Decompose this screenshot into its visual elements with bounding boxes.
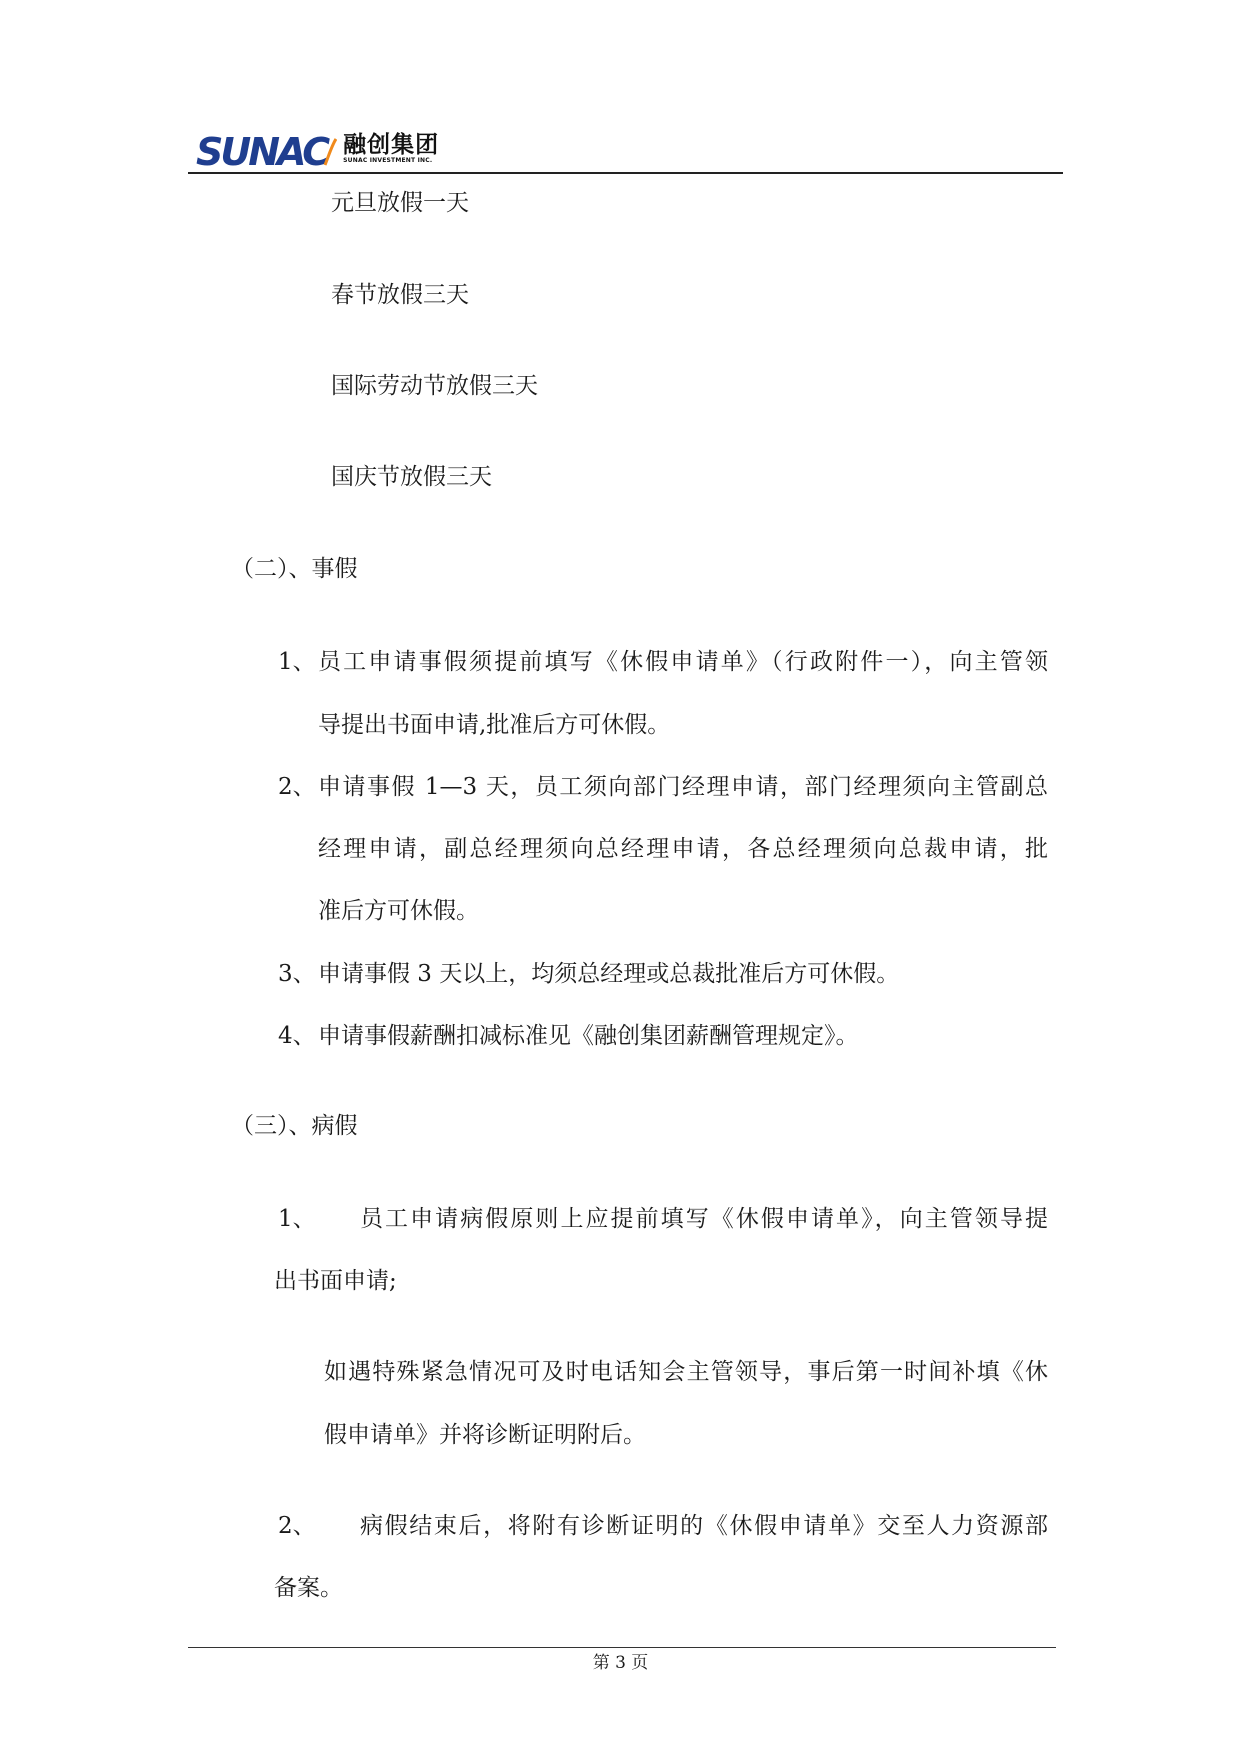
list-item-number: 1、 [278, 1206, 316, 1232]
logo-english-name: SUNAC INVESTMENT INC. [343, 157, 433, 164]
list-item-note: 如遇特殊紧急情况可及时电话知会主管领导，事后第一时间补填《休 [324, 1359, 1048, 1385]
list-item-text: 员工申请事假须提前填写《休假申请单》（行政附件一），向主管领 [318, 649, 1048, 675]
list-item-note: 假申请单》并将诊断证明附后。 [324, 1422, 646, 1448]
list-item-text: 申请事假 1—3 天，员工须向部门经理申请，部门经理须向主管副总 [318, 774, 1048, 800]
logo-swoosh-icon [323, 137, 337, 167]
holiday-item: 元旦放假一天 [331, 190, 469, 216]
list-item-number: 1、 [278, 649, 316, 675]
list-item-text: 准后方可休假。 [318, 898, 479, 924]
list-item-text: 经理申请，副总经理须向总经理申请，各总经理须向总裁申请，批 [318, 836, 1048, 862]
list-item-number: 4、 [278, 1023, 316, 1049]
page-number: 第 3 页 [592, 1653, 649, 1673]
page-header [188, 128, 1068, 174]
footer-divider [188, 1647, 1056, 1648]
header-divider [188, 172, 1063, 174]
section-heading-personal-leave: （二）、事假 [231, 556, 358, 582]
list-item-text: 导提出书面申请,批准后方可休假。 [318, 712, 671, 738]
list-item-number: 2、 [278, 774, 316, 800]
list-item-text: 出书面申请; [274, 1268, 397, 1294]
holiday-item: 春节放假三天 [331, 282, 469, 308]
list-item-number: 3、 [278, 961, 316, 987]
holiday-item: 国际劳动节放假三天 [331, 373, 538, 399]
list-item-text: 申请事假 3 天以上，均须总经理或总裁批准后方可休假。 [318, 961, 900, 987]
list-item-number: 2、 [278, 1513, 316, 1539]
holiday-item: 国庆节放假三天 [331, 464, 492, 490]
list-item-text: 申请事假薪酬扣减标准见《融创集团薪酬管理规定》。 [318, 1023, 859, 1049]
section-heading-sick-leave: （三）、病假 [231, 1113, 358, 1139]
list-item-text: 病假结束后，将附有诊断证明的《休假申请单》交至人力资源部 [360, 1513, 1048, 1539]
sunac-logo [196, 130, 440, 174]
logo-wordmark: SUNAC [196, 130, 328, 174]
list-item-text: 员工申请病假原则上应提前填写《休假申请单》，向主管领导提 [360, 1206, 1048, 1232]
list-item-text: 备案。 [274, 1575, 343, 1601]
logo-text-block [343, 133, 439, 164]
logo-chinese-name: 融创集团 [343, 132, 440, 158]
